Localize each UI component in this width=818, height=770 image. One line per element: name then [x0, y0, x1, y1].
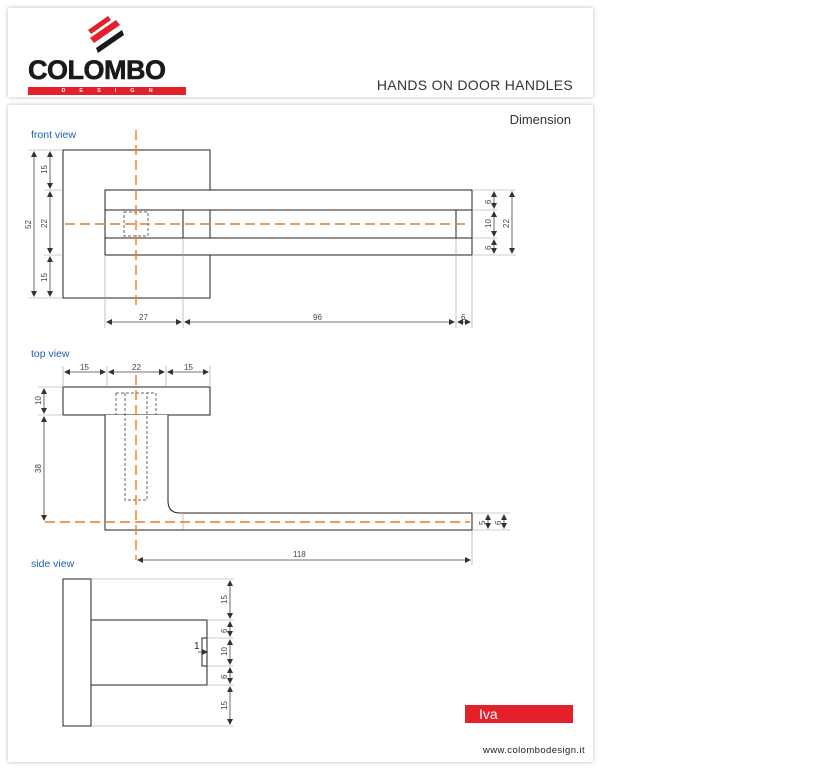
logo-mark-icon [86, 16, 126, 56]
dim-lever-height: 22 [502, 219, 511, 228]
dim-top-rose-depth: 10 [34, 396, 43, 405]
dim-side-upper: 6 [220, 628, 229, 633]
page-title: HANDS ON DOOR HANDLES [376, 77, 573, 93]
dim-side-lower: 6 [220, 674, 229, 679]
brand-logo: COLOMBO [28, 55, 166, 85]
side-lever [91, 620, 207, 685]
dim-rose-middle: 22 [40, 219, 49, 228]
brand-sub-bar: DESIGN [28, 87, 186, 95]
dim-top-lever-thickness-outer: 6 [494, 520, 503, 525]
header-card [8, 8, 593, 97]
front-view-label: front view [31, 129, 76, 141]
dim-length-middle: 96 [313, 313, 322, 322]
top-view [31, 348, 510, 565]
dim-rose-top: 15 [40, 165, 49, 174]
dim-top-rose-right: 15 [184, 363, 193, 372]
dim-lever-top: 6 [484, 199, 493, 204]
section-title: Dimension [509, 112, 571, 127]
dim-side-step: 1 [194, 641, 200, 652]
dim-top-rose-center: 22 [132, 363, 141, 372]
side-rose [63, 579, 91, 726]
dim-rose-bottom: 15 [40, 273, 49, 282]
dim-lever-bottom: 6 [484, 245, 493, 250]
dim-length-end: 6 [461, 313, 466, 322]
model-badge: Iva [465, 705, 573, 723]
side-view [31, 558, 234, 726]
side-view-label: side view [31, 558, 75, 570]
dim-rose-height: 52 [24, 220, 33, 229]
top-lever [105, 415, 472, 530]
front-lever [105, 190, 472, 255]
technical-drawing [8, 105, 593, 762]
dim-top-lever-length: 118 [293, 550, 306, 559]
dim-top-lever-thickness-inner: 5 [478, 520, 487, 525]
dim-length-first: 27 [139, 313, 148, 322]
dim-side-middle: 10 [220, 647, 229, 656]
dim-lever-middle: 10 [484, 219, 493, 228]
top-view-label: top view [31, 348, 70, 360]
dim-top-lever-offset: 38 [34, 464, 43, 473]
front-view [24, 129, 516, 328]
dimension-card [8, 105, 593, 762]
dim-side-bottom: 15 [220, 701, 229, 710]
dim-side-top: 15 [220, 595, 229, 604]
dim-top-rose-left: 15 [80, 363, 89, 372]
website-link[interactable]: www.colombodesign.it [483, 745, 585, 756]
